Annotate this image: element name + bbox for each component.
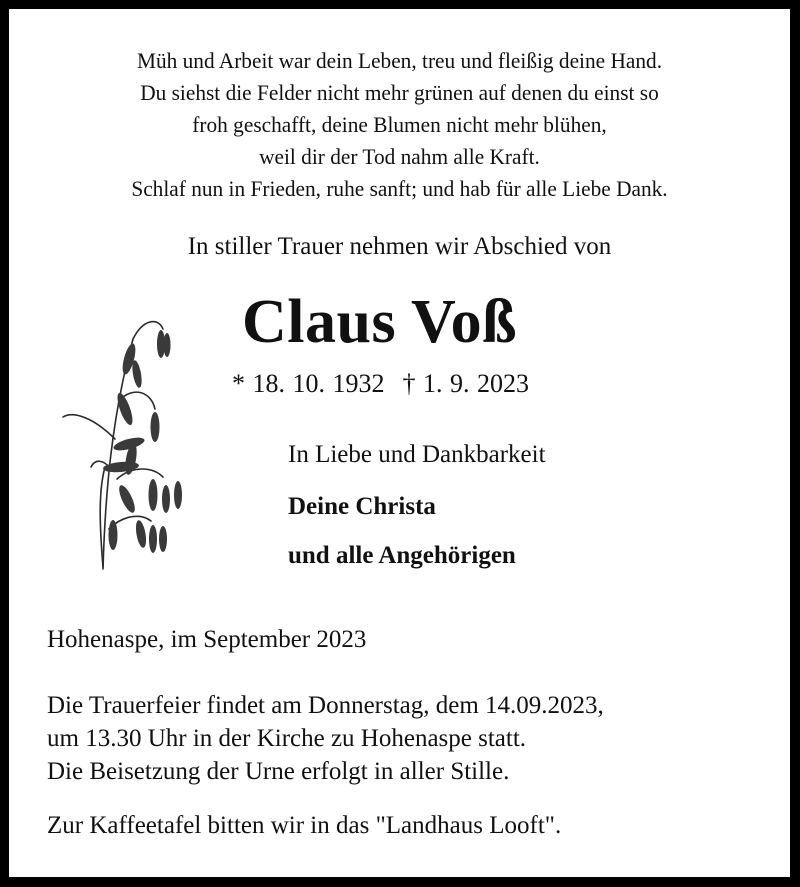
verse-line: Du siehst die Felder nicht mehr grünen auf denen du einst so xyxy=(140,80,659,105)
ceremony-line: Die Trauerfeier findet am Donnerstag, dem 14.09.2023, xyxy=(47,692,604,719)
obituary-notice xyxy=(9,9,790,877)
oat-stalk-icon xyxy=(33,299,213,579)
verse-line: froh geschafft, deine Blumen nicht mehr blühen, xyxy=(192,112,607,137)
verse-line: Müh und Arbeit war dein Leben, treu und fleißig deine Hand. xyxy=(136,48,663,73)
death-date: † 1. 9. 2023 xyxy=(402,369,529,398)
deceased-name: Claus Voß xyxy=(242,288,518,356)
birth-date: * 18. 10. 1932 xyxy=(232,369,385,398)
verse-line: Schlaf nun in Frieden, ruhe sanft; und hab für alle Liebe Dank. xyxy=(131,176,668,201)
thanks-text: In Liebe und Dankbarkeit xyxy=(288,441,546,468)
place-date: Hohenaspe, im September 2023 xyxy=(47,626,367,653)
ceremony-line: um 13.30 Uhr in der Kirche zu Hohenaspe statt. xyxy=(47,725,527,752)
life-dates xyxy=(232,369,529,399)
ceremony-line: Die Beisetzung der Urne erfolgt in aller Stille. xyxy=(47,758,510,785)
mourner-relatives: und alle Angehörigen xyxy=(288,542,516,569)
verse-line: weil dir der Tod nahm alle Kraft. xyxy=(259,144,540,169)
mourner-primary: Deine Christa xyxy=(288,493,436,520)
intro-text: In stiller Trauer nehmen wir Abschied von xyxy=(187,233,612,260)
verse xyxy=(21,45,779,205)
coffee-invitation: Zur Kaffeetafel bitten wir in das "Landhaus Looft". xyxy=(47,812,562,839)
ceremony-info xyxy=(47,689,604,788)
